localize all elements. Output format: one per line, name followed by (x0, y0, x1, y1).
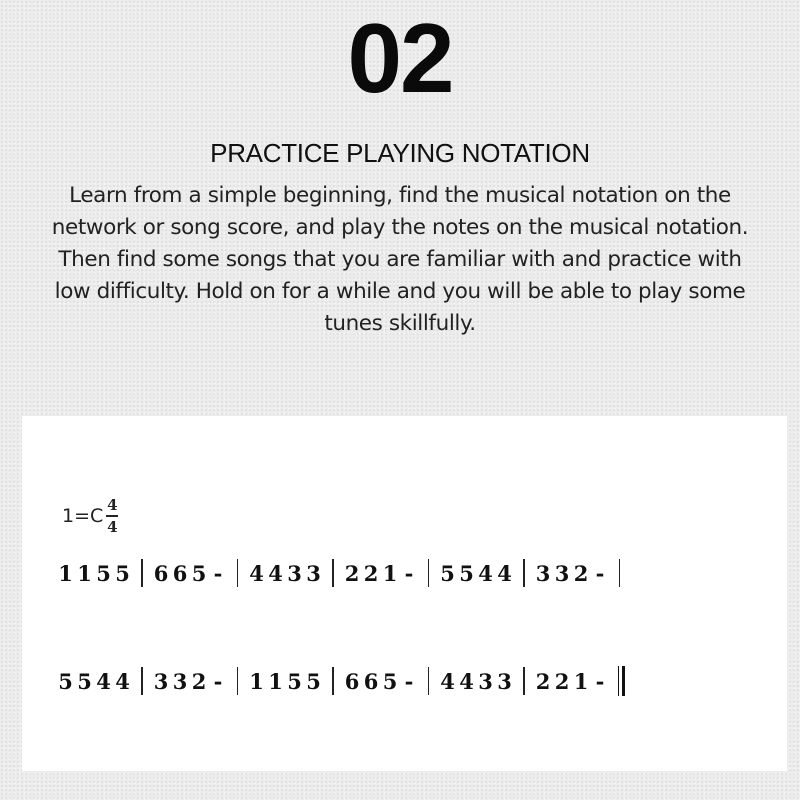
measure (247, 669, 323, 694)
barline (619, 559, 621, 587)
note: 3 (306, 560, 321, 586)
note: 1 (249, 668, 264, 694)
note: 6 (344, 668, 360, 694)
note: 2 (344, 560, 360, 586)
note: 3 (535, 560, 551, 586)
measure (152, 669, 228, 694)
note: 1 (77, 560, 92, 586)
note: 1 (382, 560, 398, 586)
score-line-1 (56, 557, 629, 589)
note-dash: - (595, 560, 605, 586)
note: 2 (535, 668, 551, 694)
note: 4 (440, 668, 455, 694)
measure (438, 669, 514, 694)
note: 4 (478, 560, 493, 586)
note-dash: - (595, 668, 605, 694)
barline (237, 667, 239, 695)
note: 4 (96, 668, 111, 694)
note: 5 (459, 560, 474, 586)
time-signature-denominator: 4 (107, 517, 118, 536)
barline (237, 559, 239, 587)
note: 5 (382, 668, 398, 694)
note: 3 (287, 560, 302, 586)
note: 5 (96, 560, 111, 586)
barline (332, 667, 334, 695)
note: 3 (478, 668, 493, 694)
measure (247, 561, 323, 586)
note: 5 (191, 560, 207, 586)
note: 5 (115, 560, 130, 586)
time-signature-numerator: 4 (107, 496, 118, 515)
measure (343, 669, 419, 694)
note: 2 (191, 668, 207, 694)
final-barline (618, 666, 626, 696)
note: 4 (115, 668, 130, 694)
measure (56, 669, 132, 694)
score-line-2 (56, 665, 625, 697)
time-signature (106, 497, 118, 535)
key-label: 1=C (62, 505, 104, 527)
note-dash: - (404, 668, 414, 694)
note: 2 (573, 560, 589, 586)
note: 1 (268, 668, 283, 694)
note: 4 (459, 668, 474, 694)
note: 4 (497, 560, 512, 586)
measure (152, 561, 228, 586)
note: 3 (172, 668, 188, 694)
note: 2 (554, 668, 570, 694)
note: 6 (172, 560, 188, 586)
description-text: Learn from a simple beginning, find the musical notation on the network or song score, and play the notes on the musical notation. Then find some songs that you are familiar with and practice with low difficulty. Hold on for a while and you will be able to play some tunes skillfully. (51, 183, 749, 336)
time-signature-divider (106, 515, 118, 517)
key-signature (62, 494, 118, 538)
note: 3 (153, 668, 169, 694)
barline (523, 559, 525, 587)
note: 1 (573, 668, 589, 694)
note: 3 (554, 560, 570, 586)
note: 2 (363, 560, 379, 586)
note-dash: - (213, 668, 223, 694)
barline (428, 667, 430, 695)
note: 4 (249, 560, 264, 586)
measure (534, 561, 610, 586)
barline (332, 559, 334, 587)
note: 1 (58, 560, 73, 586)
barline (141, 667, 143, 695)
measure (534, 669, 610, 694)
note: 5 (58, 668, 73, 694)
barline (141, 559, 143, 587)
measure (56, 561, 132, 586)
score-panel (22, 416, 787, 771)
note: 5 (440, 560, 455, 586)
note: 5 (287, 668, 302, 694)
note: 5 (77, 668, 92, 694)
measure (343, 561, 419, 586)
note: 6 (153, 560, 169, 586)
measure (438, 561, 514, 586)
note: 3 (497, 668, 512, 694)
note: 5 (306, 668, 321, 694)
note-dash: - (213, 560, 223, 586)
barline (523, 667, 525, 695)
step-number: 02 (347, 3, 453, 113)
note: 4 (268, 560, 283, 586)
section-title: PRACTICE PLAYING NOTATION (210, 138, 590, 168)
barline (428, 559, 430, 587)
note-dash: - (404, 560, 414, 586)
note: 6 (363, 668, 379, 694)
